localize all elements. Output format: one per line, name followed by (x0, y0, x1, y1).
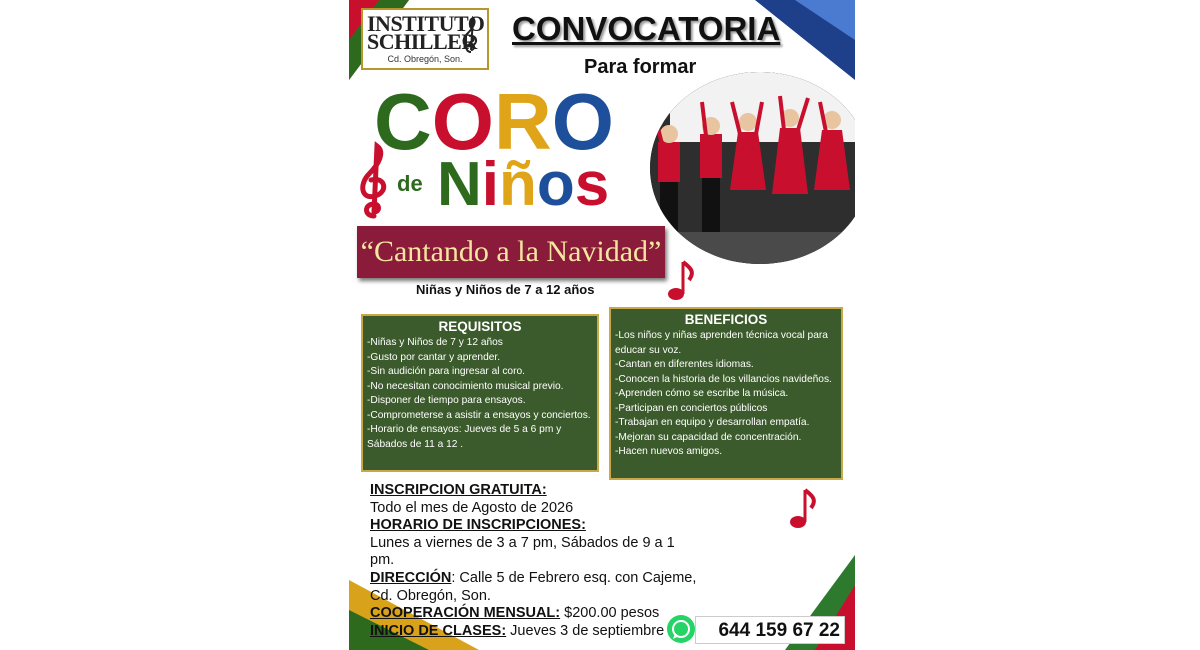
list-item: -Niñas y Niños de 7 y 12 años (367, 337, 503, 348)
title-coro-letter: O (551, 77, 615, 166)
inscripcion-label: INSCRIPCION GRATUITA: (370, 482, 547, 498)
list-item: -Hacen nuevos amigos. (615, 446, 723, 457)
whatsapp-icon (667, 615, 695, 643)
requisitos-title: REQUISITOS (438, 319, 522, 334)
headline: CONVOCATORIA (512, 10, 781, 47)
list-item: -Trabajan en equipo y desarrollan empatía. (615, 417, 810, 428)
direccion-value: : Calle 5 de Febrero esq. con Cajeme, Cd. Obregón, Son. (370, 569, 697, 604)
inicio-label: INICIO DE CLASES: (370, 622, 507, 639)
list-item: -Conocen la historia de los villancios navideños. (615, 373, 832, 385)
list-item: -Sin audición para ingresar al coro. (367, 366, 525, 377)
logo-line-2: SCHILLER (367, 29, 477, 54)
treble-clef-icon (357, 140, 391, 220)
cooperacion-label: COOPERACIÓN MENSUAL: (370, 605, 561, 622)
list-item: -Disponer de tiempo para ensayos. (367, 395, 526, 406)
requisitos-box (361, 314, 599, 472)
logo-city: Cd. Obregón, Son. (387, 54, 463, 64)
info-block (370, 482, 700, 640)
title-coro-letter: O (431, 77, 495, 166)
beneficios-list (615, 329, 837, 460)
subheadline: Para formar (584, 56, 697, 78)
requisitos-list (367, 336, 593, 452)
list-item: -Horario de ensayos: Jueves de 5 a 6 pm y Sábados de 11 a 12 . (367, 424, 562, 450)
direccion-label: DIRECCIÓN (370, 569, 452, 586)
choir-photo-illustration (650, 72, 855, 264)
music-note-icon (789, 486, 819, 530)
list-item: -No necesitan conocimiento musical previo. (367, 380, 564, 392)
banner: “Cantando a la Navidad” (357, 226, 665, 278)
treble-clef-logo-icon (459, 14, 483, 54)
horario-label: HORARIO DE INSCRIPCIONES: (370, 517, 586, 534)
logo-line-1: INSTITUTO (367, 11, 485, 36)
title-coro-letter: C (374, 77, 432, 166)
beneficios-box (609, 307, 843, 480)
list-item: -Mejoran su capacidad de concentración. (615, 431, 802, 443)
list-item: -Los niños y niñas aprenden técnica vocal para educar su voz. (615, 330, 828, 356)
age-line: Niñas y Niños de 7 a 12 años (416, 282, 595, 297)
title-ninos-letter: ñ (499, 150, 537, 219)
list-item: -Comprometerse a asistir a ensayos y conciertos. (367, 409, 591, 421)
whatsapp-glyph (667, 615, 695, 643)
phone-number[interactable]: 644 159 67 22 (695, 616, 845, 644)
title-ninos-letter: o (536, 150, 575, 219)
title-de: de (397, 171, 423, 196)
inscripcion-value: Todo el mes de Agosto de 2026 (370, 499, 574, 516)
inicio-value: Jueves 3 de septiembre (506, 622, 665, 639)
title-ninos (437, 150, 609, 220)
cooperacion-value: $200.00 pesos (560, 605, 660, 622)
beneficios-title: BENEFICIOS (684, 312, 768, 327)
title-ninos-letter: s (574, 150, 610, 219)
list-item: -Participan en conciertos públicos (615, 402, 768, 414)
title-coro-letter: R (494, 77, 552, 166)
institute-logo (361, 8, 489, 70)
horario-value: Lunes a viernes de 3 a 7 pm, Sábados de 9 a 1 pm. (370, 534, 675, 569)
choir-photo (650, 72, 855, 264)
list-item: -Gusto por cantar y aprender. (367, 351, 501, 363)
title-ninos-letter: i (481, 150, 500, 219)
list-item: -Aprenden cómo se escribe la música. (615, 388, 789, 399)
list-item: -Cantan en diferentes idiomas. (615, 359, 754, 370)
music-note-icon (667, 258, 697, 302)
title-ninos-letter: N (437, 150, 482, 219)
poster (349, 0, 855, 650)
